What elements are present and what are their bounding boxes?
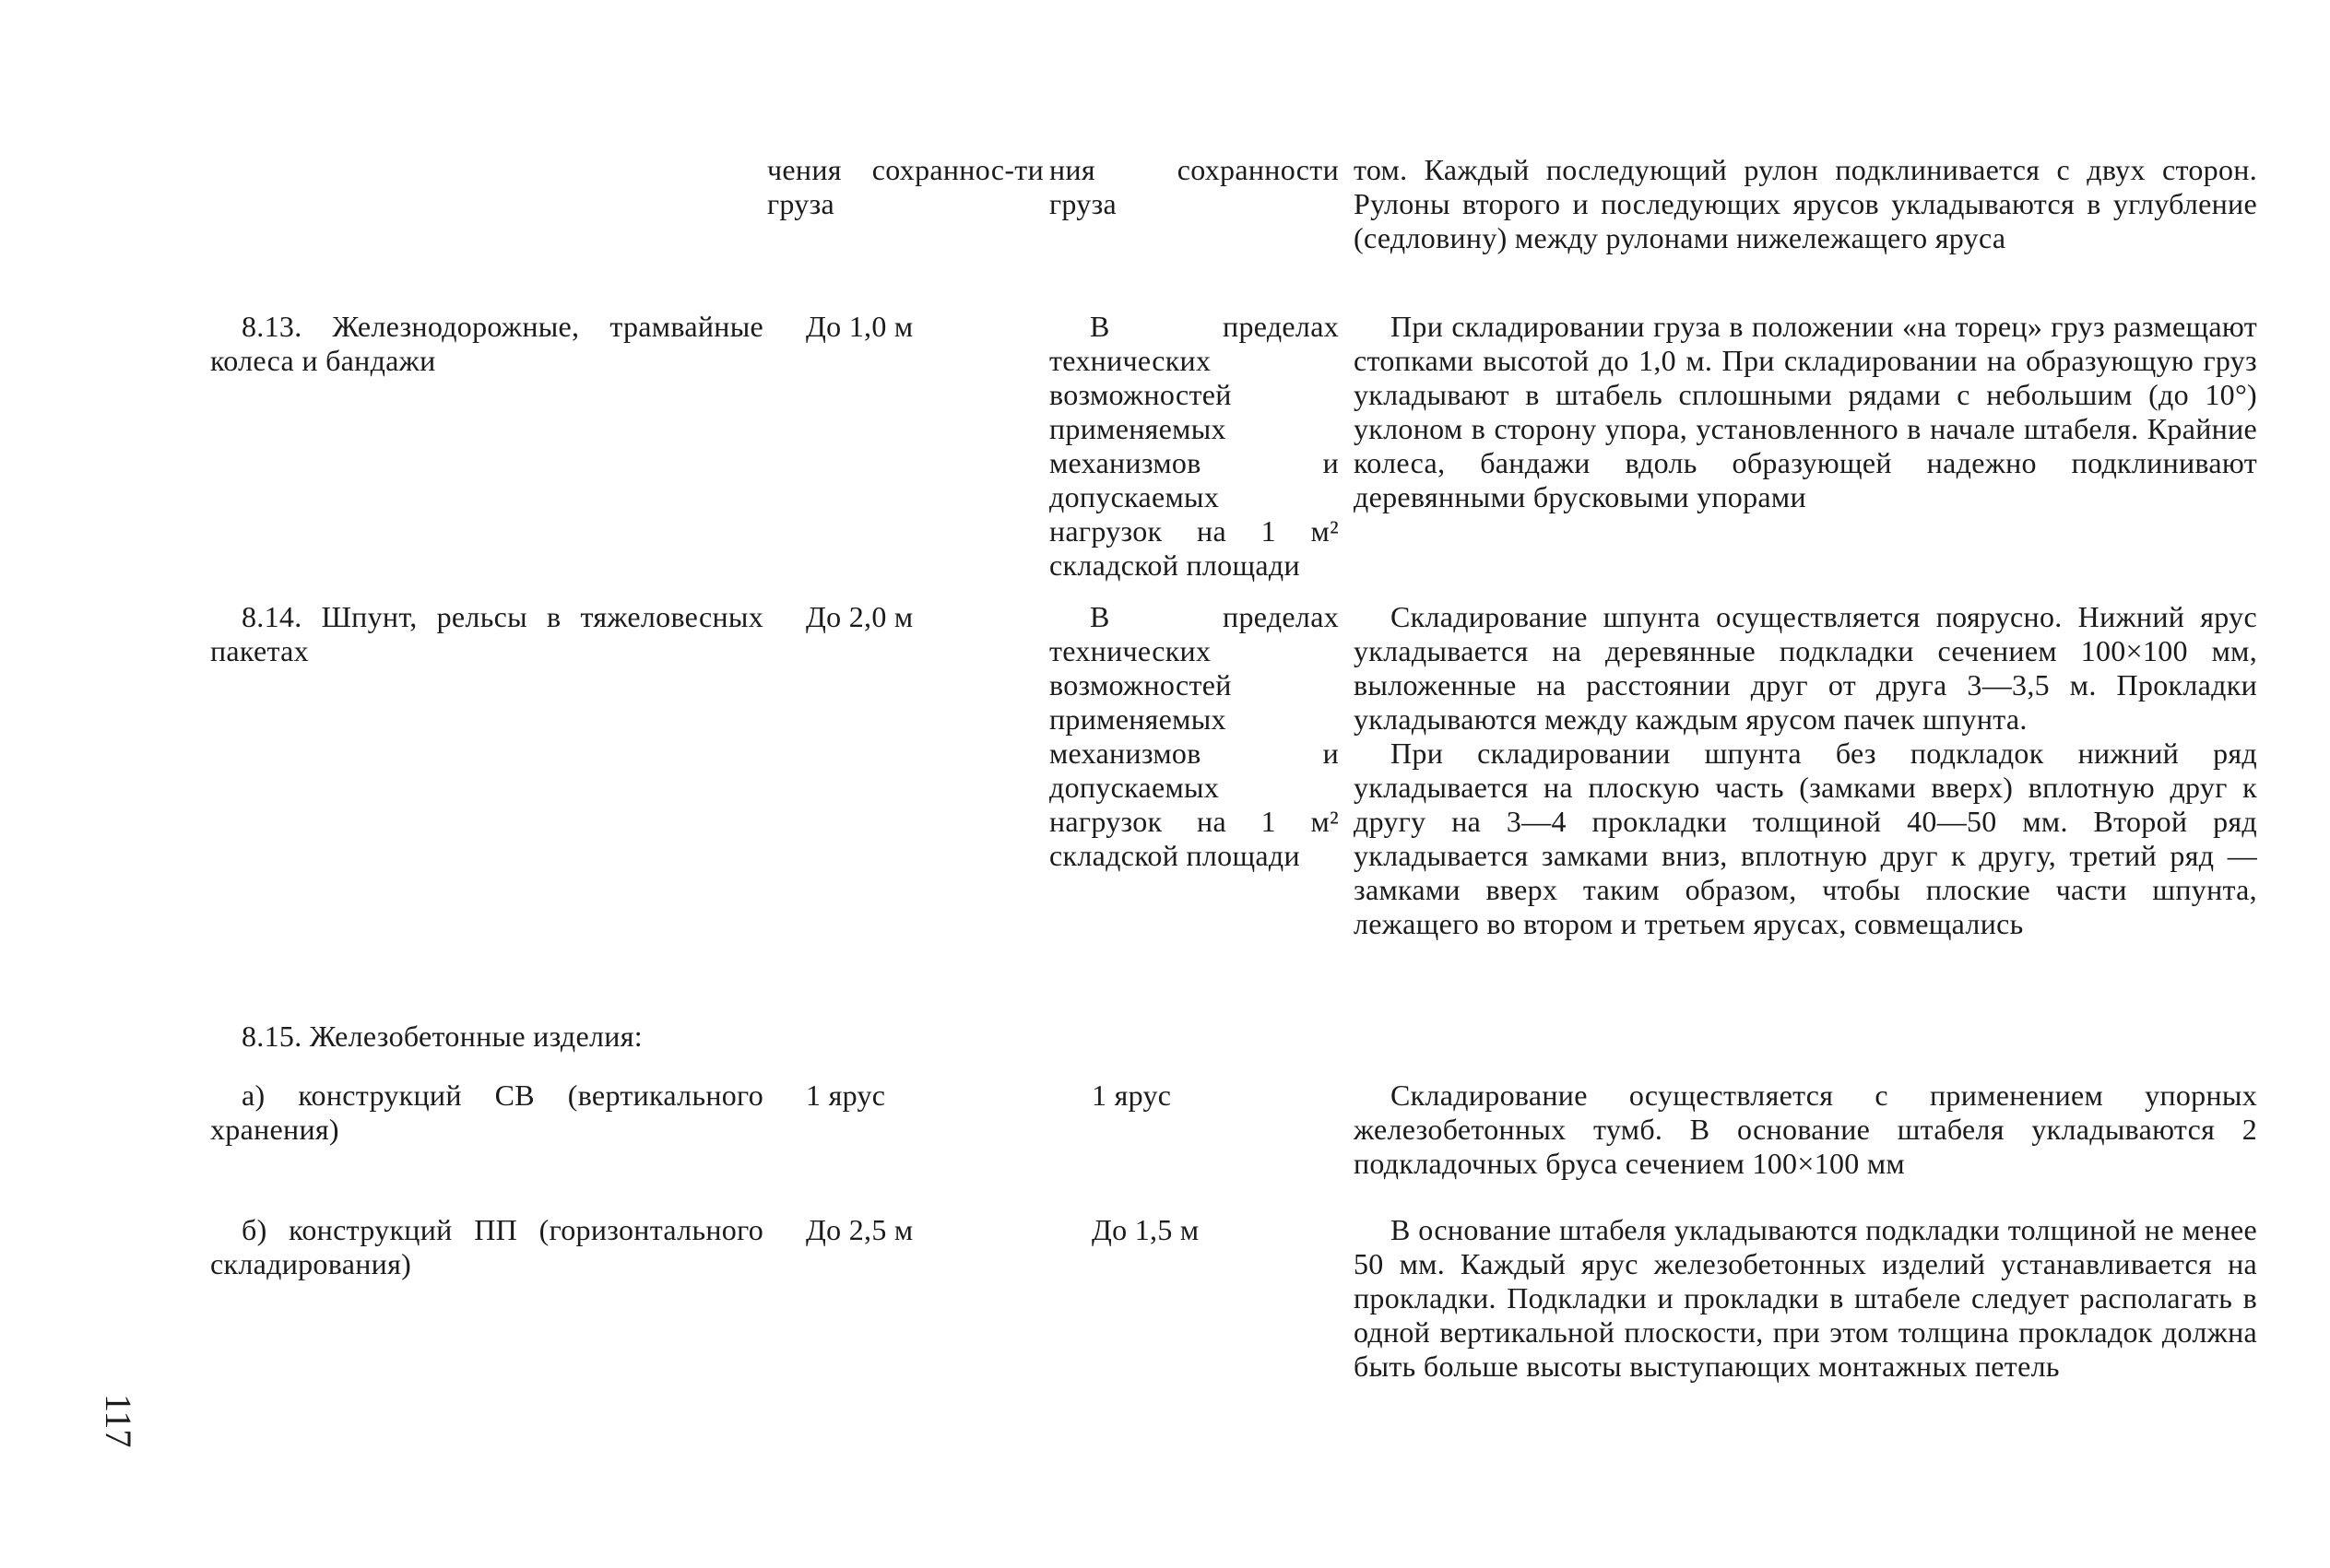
row-8-14-height xyxy=(767,600,1044,634)
row-8-14-item xyxy=(210,600,763,668)
row-8-14-method xyxy=(1354,600,2257,941)
row-8-13-limit xyxy=(1049,310,1339,583)
row-height-text: До 2,0 м xyxy=(806,600,914,633)
row-8-15-b-height xyxy=(767,1213,1044,1247)
row-item-text: 8.13. Железнодорожные, трамвайные колеса и бандажи xyxy=(210,310,763,377)
row-8-15-a-limit xyxy=(1049,1079,1339,1113)
row-method-paragraph: При складировании груза в положении «на торец» груз размещают стопками высотой до 1,0 м. При складировании на образующую груз укладывают в штабель сплошными рядами с небольшим (до 10°) уклоном в сторону упора, установленного в начале штабеля. Крайние колеса, бандажи вдоль образующей надежно подклинивают деревянными брусковыми упорами xyxy=(1354,310,2257,513)
row-height-text: 1 ярус xyxy=(806,1079,886,1112)
row-item-text: 8.14. Шпунт, рельсы в тяжеловесных пакетах xyxy=(210,600,763,667)
row-limit-text: 1 ярус xyxy=(1092,1079,1172,1112)
row-height-text: До 1,0 м xyxy=(806,310,914,343)
row-item-text: а) конструкций СВ (вертикального хранения) xyxy=(210,1079,763,1146)
row-method-paragraph: При складировании шпунта без подкладок нижний ряд укладывается на плоскую часть (замками вверх) вплотную друг к другу на 3—4 прокладки толщиной 40—50 мм. Второй ряд укладывается замками вниз, вплотную друг к другу, третий ряд — замками вверх таким образом, чтобы плоские части шпунта, лежащего во втором и третьем ярусах, совмещались xyxy=(1354,737,2257,940)
row-method-paragraph: Складирование шпунта осуществляется поярусно. Нижний ярус укладывается на деревянные подкладки сечением 100×100 мм, выложенные на расстоянии друг от друга 3—3,5 м. Прокладки укладываются между каждым ярусом пачек шпунта. xyxy=(1354,600,2257,736)
row-limit-text: В пределах технических возможностей применяемых механизмов и допускаемых нагрузок на 1 м² складской площади xyxy=(1049,310,1339,582)
row-8-15-a-height xyxy=(767,1079,1044,1113)
row-8-13-height xyxy=(767,310,1044,344)
row-8-15-item xyxy=(210,1020,763,1054)
header-col3-text: ния сохранности груза xyxy=(1049,153,1339,220)
header-col4-text: том. Каждый последующий рулон подклинивается с двух сторон. Рулоны второго и последующих ярусов укладываются в углубление (седловину) между рулонами нижележащего яруса xyxy=(1354,153,2257,254)
row-8-15-b-method xyxy=(1354,1213,2257,1384)
row-8-13-item xyxy=(210,310,763,378)
header-col4 xyxy=(1354,153,2257,255)
page-number: 117 xyxy=(98,1394,139,1448)
row-8-15-a-method xyxy=(1354,1079,2257,1181)
header-col3 xyxy=(1049,153,1339,221)
row-limit-text: До 1,5 м xyxy=(1092,1213,1200,1246)
row-limit-text: В пределах технических возможностей применяемых механизмов и допускаемых нагрузок на 1 м² складской площади xyxy=(1049,600,1339,872)
row-method-paragraph: В основание штабеля укладываются подкладки толщиной не менее 50 мм. Каждый ярус железобетонных изделий устанавливается на прокладки. Подкладки и прокладки в штабеле следует располагать в одной вертикальной плоскости, при этом толщина прокладок должна быть больше высоты выступающих монтажных петель xyxy=(1354,1213,2257,1383)
row-method-paragraph: Складирование осуществляется с применением упорных железобетонных тумб. В основание штабеля укладываются 2 подкладочных бруса сечением 100×100 мм xyxy=(1354,1079,2257,1180)
row-8-15-b-item xyxy=(210,1213,763,1281)
header-col2-text: чения сохраннос-ти груза xyxy=(767,153,1044,220)
row-height-text: До 2,5 м xyxy=(806,1213,914,1246)
row-8-15-b-limit xyxy=(1049,1213,1339,1247)
row-item-text: 8.15. Железобетонные изделия: xyxy=(242,1020,643,1053)
row-8-15-a-item xyxy=(210,1079,763,1147)
row-8-14-limit xyxy=(1049,600,1339,873)
header-col2 xyxy=(767,153,1044,221)
row-8-13-method xyxy=(1354,310,2257,514)
row-item-text: б) конструкций ПП (горизонтального складирования) xyxy=(210,1213,763,1280)
